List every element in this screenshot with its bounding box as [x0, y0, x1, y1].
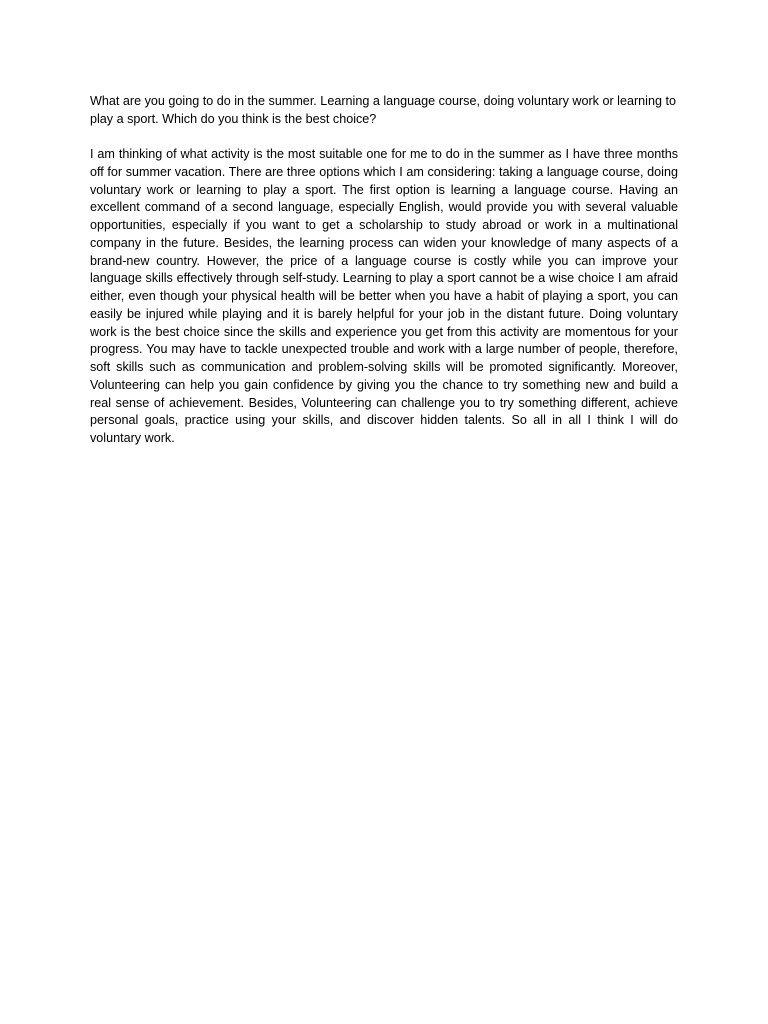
- question-paragraph: What are you going to do in the summer. Learning a language course, doing voluntary work or learning to play a sport. Which do you think is the best choice?: [90, 94, 676, 126]
- essay-paragraph: I am thinking of what activity is the most suitable one for me to do in the summer as I have three months off for summer vacation. There are three options which I am considering: taking a language course, doing voluntary work or learning to play a sport. The first option is learning a language course. Having an excellent command of a second language, especially English, would provide you with several valuable opportunities, especially if you want to get a scholarship to study abroad or work in a multinational company in the future. Besides, the learning process can widen your knowledge of many aspects of a brand-new country. However, the price of a language course is costly while you can improve your language skills effectively through self-study. Learning to play a sport cannot be a wise choice I am afraid either, even though your physical health will be better when you have a habit of playing a sport, you can easily be injured while playing and it is barely helpful for your job in the distant future. Doing voluntary work is the best choice since the skills and experience you get from this activity are momentous for your progress. You may have to tackle unexpected trouble and work with a large number of people, therefore, soft skills such as communication and problem-solving skills will be promoted significantly. Moreover, Volunteering can help you gain confidence by giving you the chance to try something new and build a real sense of achievement. Besides, Volunteering can challenge you to try something different, achieve personal goals, practice using your skills, and discover hidden talents. So all in all I think I will do voluntary work.: [90, 147, 678, 445]
